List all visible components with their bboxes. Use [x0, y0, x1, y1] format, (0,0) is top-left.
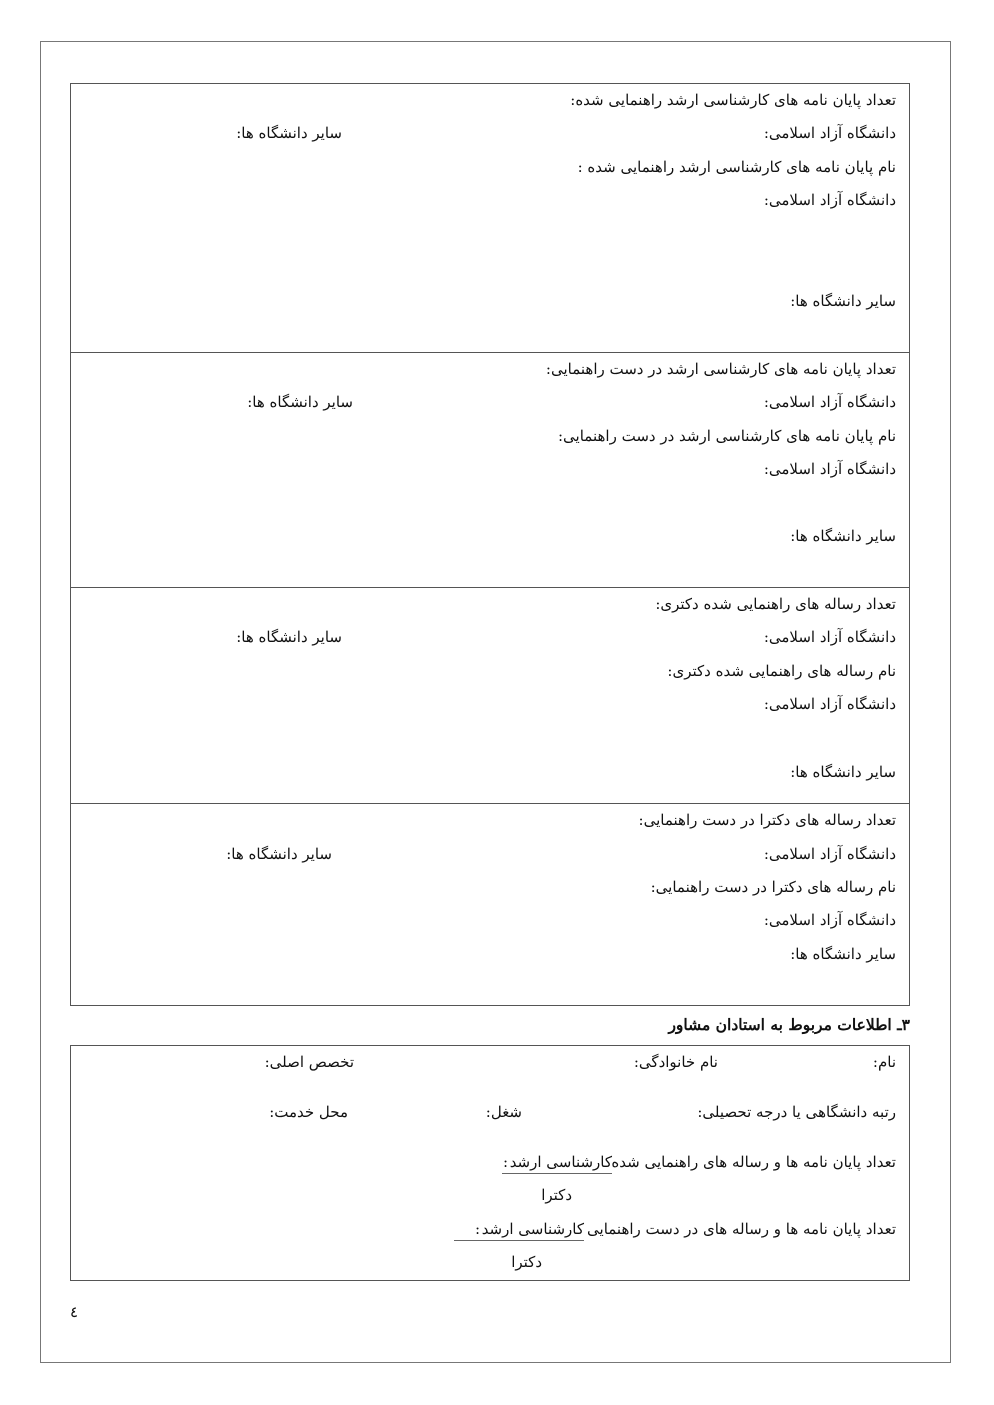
ms-supervised-names-label: نام پایان نامه های کارشناسی ارشد راهنمایی شده :	[577, 158, 896, 176]
ms-supervised-names-azad: دانشگاه آزاد اسلامی:	[763, 191, 896, 209]
advisor-supervised-phd: دکترا	[541, 1186, 572, 1204]
advisor-in-progress-label: تعداد پایان نامه ها و رساله های در دست راهنمایی	[587, 1220, 896, 1238]
ms-in-progress-count-azad: دانشگاه آزاد اسلامی:	[763, 393, 896, 411]
advisor-supervised-label: تعداد پایان نامه ها و رساله های راهنمایی شده	[611, 1153, 896, 1171]
advisor-family-name-label: نام خانوادگی:	[633, 1053, 718, 1071]
phd-in-progress-count-label: تعداد رساله های دکترا در دست راهنمایی:	[638, 811, 896, 829]
phd-supervised-count-other: سایر دانشگاه ها:	[236, 628, 342, 646]
phd-in-progress-names-azad: دانشگاه آزاد اسلامی:	[763, 911, 896, 929]
ms-supervised-count-label: تعداد پایان نامه های کارشناسی ارشد راهنمایی شده:	[570, 91, 896, 109]
phd-in-progress-box	[70, 803, 910, 1006]
phd-in-progress-count-other: سایر دانشگاه ها:	[226, 845, 332, 863]
phd-supervised-names-label: نام رساله های راهنمایی شده دکتری:	[667, 662, 896, 680]
advisor-workplace-label: محل خدمت:	[269, 1103, 348, 1121]
phd-in-progress-names-label: نام رساله های دکترا در دست راهنمایی:	[650, 878, 896, 896]
advisor-section-heading: ۳ـ اطلاعات مربوط به استادان مشاور	[668, 1015, 910, 1034]
ms-in-progress-names-other: سایر دانشگاه ها:	[790, 527, 896, 545]
page-number: ٤	[70, 1303, 79, 1321]
phd-in-progress-count-azad: دانشگاه آزاد اسلامی:	[763, 845, 896, 863]
ms-in-progress-count-label: تعداد پایان نامه های کارشناسی ارشد در دست راهنمایی:	[545, 360, 896, 378]
ms-in-progress-count-other: سایر دانشگاه ها:	[247, 393, 353, 411]
ms-in-progress-names-azad: دانشگاه آزاد اسلامی:	[763, 460, 896, 478]
advisor-in-progress-colon: :	[474, 1220, 480, 1238]
phd-supervised-count-label: تعداد رساله های راهنمایی شده دکتری:	[655, 595, 896, 613]
phd-supervised-names-azad: دانشگاه آزاد اسلامی:	[763, 695, 896, 713]
advisor-job-label: شغل:	[485, 1103, 522, 1121]
advisor-name-label: نام:	[872, 1053, 896, 1071]
ms-in-progress-names-label: نام پایان نامه های کارشناسی ارشد در دست راهنمایی:	[558, 427, 896, 445]
advisor-main-specialty-label: تخصص اصلی:	[264, 1053, 354, 1071]
advisor-in-progress-ms: کارشناسی ارشد	[454, 1219, 584, 1241]
phd-supervised-count-azad: دانشگاه آزاد اسلامی:	[763, 628, 896, 646]
advisor-supervised-colon: :	[502, 1153, 508, 1171]
advisor-in-progress-phd: دکترا	[511, 1253, 542, 1271]
advisor-supervised-ms: کارشناسی ارشد	[502, 1152, 612, 1174]
advisor-rank-label: رتبه دانشگاهی یا درجه تحصیلی:	[697, 1103, 896, 1121]
ms-supervised-count-other: سایر دانشگاه ها:	[236, 124, 342, 142]
phd-in-progress-names-other: سایر دانشگاه ها:	[790, 945, 896, 963]
ms-supervised-names-other: سایر دانشگاه ها:	[790, 292, 896, 310]
phd-supervised-names-other: سایر دانشگاه ها:	[790, 763, 896, 781]
ms-supervised-count-azad: دانشگاه آزاد اسلامی:	[763, 124, 896, 142]
